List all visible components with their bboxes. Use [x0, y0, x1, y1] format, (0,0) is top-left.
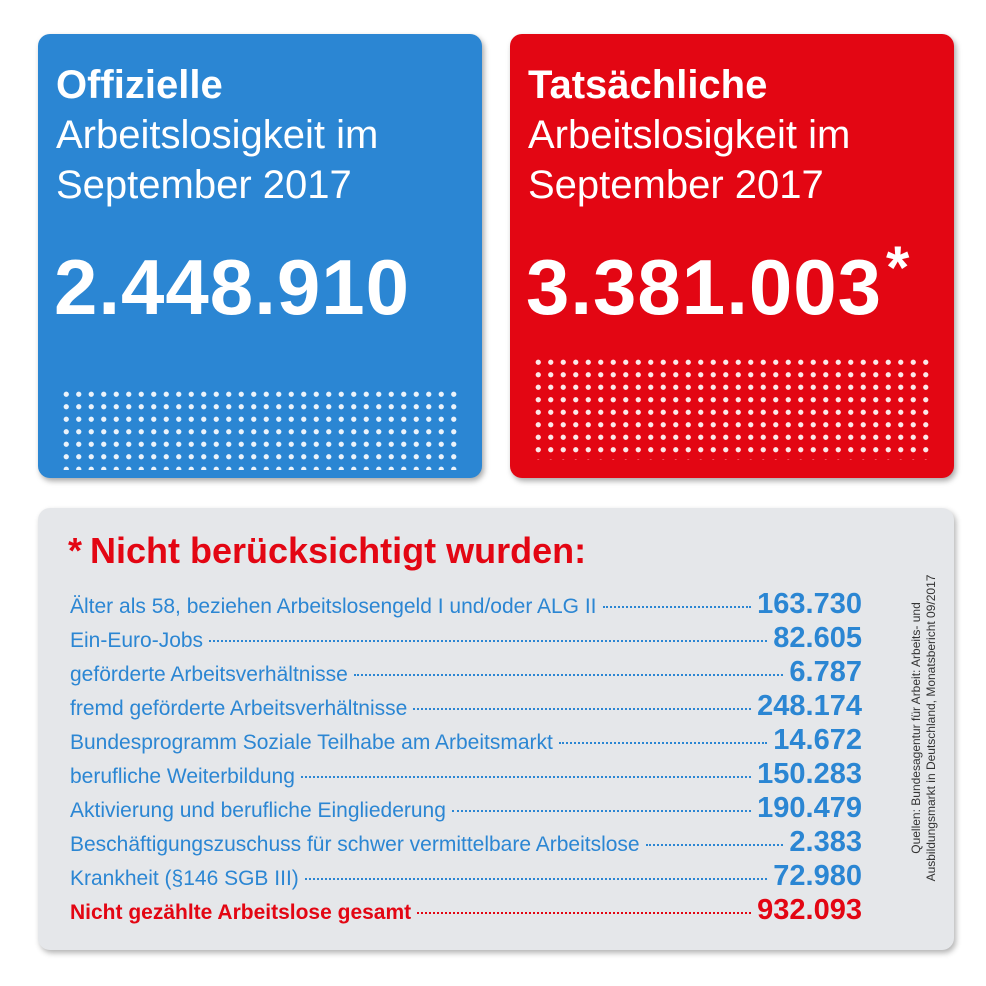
dotted-leader [354, 674, 784, 676]
list-item [70, 690, 862, 724]
actual-subtitle-line1: Arbeitslosigkeit im [528, 113, 851, 157]
actual-title: Tatsächliche [528, 63, 768, 107]
item-label: Beschäftigungszuschuss für schwer vermittelbare Arbeitslose [70, 833, 640, 856]
actual-number: 3.381.003 [526, 243, 883, 331]
source-text [909, 528, 939, 928]
list-item [70, 656, 862, 690]
actual-unemployment-card [510, 34, 954, 478]
official-unemployment-card [38, 34, 482, 478]
item-label: geförderte Arbeitsverhältnisse [70, 663, 348, 686]
item-label: berufliche Weiterbildung [70, 765, 295, 788]
dot-pattern-decoration [532, 356, 932, 460]
actual-heading [528, 60, 850, 210]
dotted-leader [559, 742, 767, 744]
item-label: Bundesprogramm Soziale Teilhabe am Arbeitsmarkt [70, 731, 553, 754]
dotted-leader [209, 640, 767, 642]
panel-title-asterisk: * [68, 530, 83, 571]
total-row [70, 894, 862, 928]
item-value: 82.605 [773, 622, 862, 654]
total-value: 932.093 [757, 894, 862, 926]
source-line2: Ausbildungsmarkt in Deutschland, Monatsbericht 09/2017 [924, 574, 938, 882]
list-item [70, 758, 862, 792]
official-title: Offizielle [56, 63, 223, 107]
total-label: Nicht gezählte Arbeitslose gesamt [70, 901, 412, 924]
dot-pattern-decoration [60, 388, 460, 470]
dotted-leader [646, 844, 784, 846]
not-counted-list [70, 588, 862, 928]
item-label: fremd geförderte Arbeitsverhältnisse [70, 697, 408, 720]
item-value: 190.479 [757, 792, 862, 824]
dotted-leader [452, 810, 751, 812]
source-line1: Quellen: Bundesagentur für Arbeit: Arbeits- und [909, 602, 923, 854]
dotted-leader [417, 912, 751, 914]
not-counted-panel [38, 508, 954, 950]
list-item [70, 724, 862, 758]
list-item [70, 860, 862, 894]
source-note [904, 528, 944, 928]
list-item [70, 622, 862, 656]
footnote-asterisk: * [886, 234, 911, 301]
list-item [70, 826, 862, 860]
item-value: 14.672 [773, 724, 862, 756]
dotted-leader [413, 708, 751, 710]
list-item [70, 588, 862, 622]
item-value: 2.383 [789, 826, 862, 858]
panel-title [68, 530, 586, 572]
item-label: Aktivierung und berufliche Eingliederung [70, 799, 446, 822]
item-value: 150.283 [757, 758, 862, 790]
item-value: 6.787 [789, 656, 862, 688]
actual-number-wrapper [526, 234, 911, 333]
item-value: 163.730 [757, 588, 862, 620]
list-item [70, 792, 862, 826]
panel-title-text: Nicht berücksichtigt wurden: [90, 530, 587, 571]
item-label: Älter als 58, beziehen Arbeitslosengeld I und/oder ALG II [70, 595, 597, 618]
item-label: Krankheit (§146 SGB III) [70, 867, 299, 890]
item-label: Ein-Euro-Jobs [70, 629, 204, 652]
dotted-leader [305, 878, 768, 880]
dotted-leader [603, 606, 752, 608]
official-subtitle-line1: Arbeitslosigkeit im [56, 113, 379, 157]
official-subtitle-line2: September 2017 [56, 163, 352, 207]
item-value: 72.980 [773, 860, 862, 892]
item-value: 248.174 [757, 690, 862, 722]
dotted-leader [301, 776, 751, 778]
actual-subtitle-line2: September 2017 [528, 163, 824, 207]
official-heading [56, 60, 378, 210]
official-number: 2.448.910 [54, 243, 411, 331]
